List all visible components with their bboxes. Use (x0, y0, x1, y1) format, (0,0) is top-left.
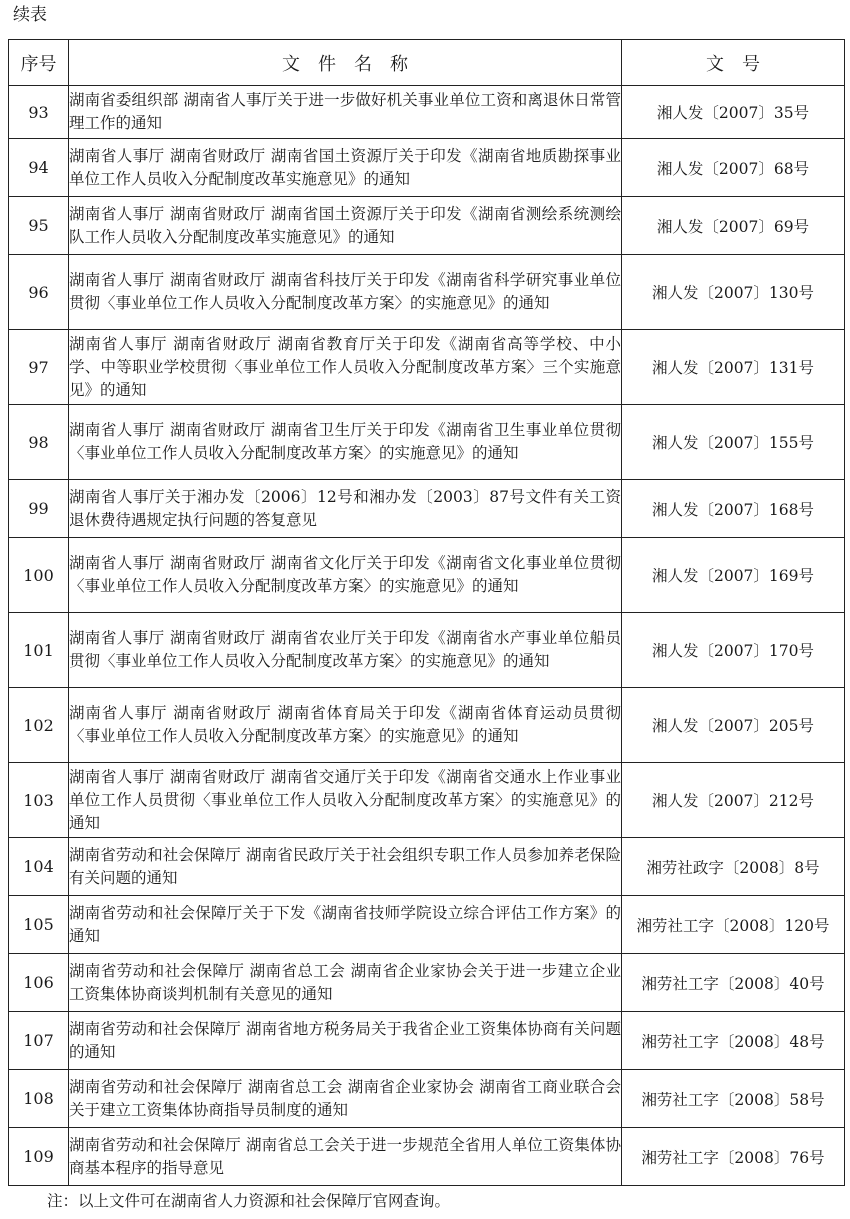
row-document-name: 湖南省委组织部 湖南省人事厅关于进一步做好机关事业单位工资和离退休日常管理工作的通知 (69, 86, 622, 139)
row-document-name: 湖南省劳动和社会保障厅 湖南省民政厅关于社会组织专职工作人员参加养老保险有关问题的通知 (69, 838, 622, 896)
header-document-name: 文 件 名 称 (69, 40, 622, 86)
table-row (9, 954, 845, 1012)
row-serial-number: 95 (9, 197, 69, 255)
row-document-number: 湘人发〔2007〕155号 (622, 405, 845, 480)
row-serial-number: 105 (9, 896, 69, 954)
row-document-number: 湘人发〔2007〕69号 (622, 197, 845, 255)
row-document-number: 湘人发〔2007〕168号 (622, 480, 845, 538)
table-row (9, 405, 845, 480)
row-serial-number: 108 (9, 1070, 69, 1128)
row-serial-number: 96 (9, 255, 69, 330)
row-document-name: 湖南省人事厅 湖南省财政厅 湖南省科技厅关于印发《湖南省科学研究事业单位贯彻〈事业单位工作人员收入分配制度改革方案〉的实施意见》的通知 (69, 255, 622, 330)
row-document-number: 湘劳社工字〔2008〕58号 (622, 1070, 845, 1128)
table-row (9, 896, 845, 954)
row-document-number: 湘劳社工字〔2008〕40号 (622, 954, 845, 1012)
row-document-number: 湘劳社工字〔2008〕48号 (622, 1012, 845, 1070)
table-row (9, 688, 845, 763)
row-document-number: 湘劳社工字〔2008〕120号 (622, 896, 845, 954)
row-document-name: 湖南省人事厅 湖南省财政厅 湖南省农业厅关于印发《湖南省水产事业单位船员贯彻〈事业单位工作人员收入分配制度改革方案〉的实施意见》的通知 (69, 613, 622, 688)
table-row (9, 1012, 845, 1070)
table-header-row (9, 40, 845, 86)
row-serial-number: 102 (9, 688, 69, 763)
row-document-name: 湖南省人事厅 湖南省财政厅 湖南省交通厅关于印发《湖南省交通水上作业事业单位工作人员贯彻〈事业单位工作人员收入分配制度改革方案〉的实施意见》的通知 (69, 763, 622, 838)
header-document-number: 文 号 (622, 40, 845, 86)
row-serial-number: 107 (9, 1012, 69, 1070)
table-row (9, 1070, 845, 1128)
row-document-number: 湘人发〔2007〕212号 (622, 763, 845, 838)
row-document-number: 湘人发〔2007〕169号 (622, 538, 845, 613)
table-row (9, 763, 845, 838)
footnote: 注：以上文件可在湖南省人力资源和社会保障厅官网查询。 (47, 1192, 451, 1210)
row-serial-number: 109 (9, 1128, 69, 1186)
table-row (9, 1128, 845, 1186)
row-document-name: 湖南省人事厅 湖南省财政厅 湖南省文化厅关于印发《湖南省文化事业单位贯彻〈事业单位工作人员收入分配制度改革方案〉的实施意见》的通知 (69, 538, 622, 613)
table-row (9, 139, 845, 197)
row-document-number: 湘人发〔2007〕170号 (622, 613, 845, 688)
table-row (9, 538, 845, 613)
row-document-name: 湖南省劳动和社会保障厅关于下发《湖南省技师学院设立综合评估工作方案》的通知 (69, 896, 622, 954)
row-serial-number: 100 (9, 538, 69, 613)
row-serial-number: 101 (9, 613, 69, 688)
continued-label: 续表 (13, 5, 47, 25)
table-row (9, 613, 845, 688)
table-row (9, 330, 845, 405)
row-document-name: 湖南省人事厅 湖南省财政厅 湖南省国土资源厅关于印发《湖南省地质勘探事业单位工作人员收入分配制度改革实施意见》的通知 (69, 139, 622, 197)
table-row (9, 480, 845, 538)
row-document-name: 湖南省人事厅关于湘办发〔2006〕12号和湘办发〔2003〕87号文件有关工资退休费待遇规定执行问题的答复意见 (69, 480, 622, 538)
row-document-name: 湖南省劳动和社会保障厅 湖南省总工会 湖南省企业家协会 湖南省工商业联合会关于建立工资集体协商指导员制度的通知 (69, 1070, 622, 1128)
row-document-name: 湖南省人事厅 湖南省财政厅 湖南省体育局关于印发《湖南省体育运动员贯彻〈事业单位工作人员收入分配制度改革方案〉的实施意见》的通知 (69, 688, 622, 763)
row-document-number: 湘人发〔2007〕205号 (622, 688, 845, 763)
row-document-number: 湘人发〔2007〕130号 (622, 255, 845, 330)
row-serial-number: 94 (9, 139, 69, 197)
header-serial-number: 序号 (9, 40, 69, 86)
row-serial-number: 97 (9, 330, 69, 405)
row-document-number: 湘人发〔2007〕35号 (622, 86, 845, 139)
row-document-name: 湖南省劳动和社会保障厅 湖南省总工会关于进一步规范全省用人单位工资集体协商基本程序的指导意见 (69, 1128, 622, 1186)
row-serial-number: 106 (9, 954, 69, 1012)
row-document-number: 湘人发〔2007〕68号 (622, 139, 845, 197)
row-serial-number: 103 (9, 763, 69, 838)
document-table (8, 39, 845, 1186)
table-row (9, 197, 845, 255)
row-document-name: 湖南省劳动和社会保障厅 湖南省总工会 湖南省企业家协会关于进一步建立企业工资集体协商谈判机制有关意见的通知 (69, 954, 622, 1012)
row-serial-number: 98 (9, 405, 69, 480)
row-document-number: 湘劳社工字〔2008〕76号 (622, 1128, 845, 1186)
row-document-number: 湘人发〔2007〕131号 (622, 330, 845, 405)
row-document-name: 湖南省人事厅 湖南省财政厅 湖南省卫生厅关于印发《湖南省卫生事业单位贯彻〈事业单位工作人员收入分配制度改革方案〉的实施意见》的通知 (69, 405, 622, 480)
table-row (9, 838, 845, 896)
row-document-number: 湘劳社政字〔2008〕8号 (622, 838, 845, 896)
row-document-name: 湖南省人事厅 湖南省财政厅 湖南省国土资源厅关于印发《湖南省测绘系统测绘队工作人员收入分配制度改革实施意见》的通知 (69, 197, 622, 255)
table-row (9, 255, 845, 330)
row-document-name: 湖南省劳动和社会保障厅 湖南省地方税务局关于我省企业工资集体协商有关问题的通知 (69, 1012, 622, 1070)
table-row (9, 86, 845, 139)
row-document-name: 湖南省人事厅 湖南省财政厅 湖南省教育厅关于印发《湖南省高等学校、中小学、中等职业学校贯彻〈事业单位工作人员收入分配制度改革方案〉三个实施意见》的通知 (69, 330, 622, 405)
row-serial-number: 104 (9, 838, 69, 896)
row-serial-number: 99 (9, 480, 69, 538)
row-serial-number: 93 (9, 86, 69, 139)
